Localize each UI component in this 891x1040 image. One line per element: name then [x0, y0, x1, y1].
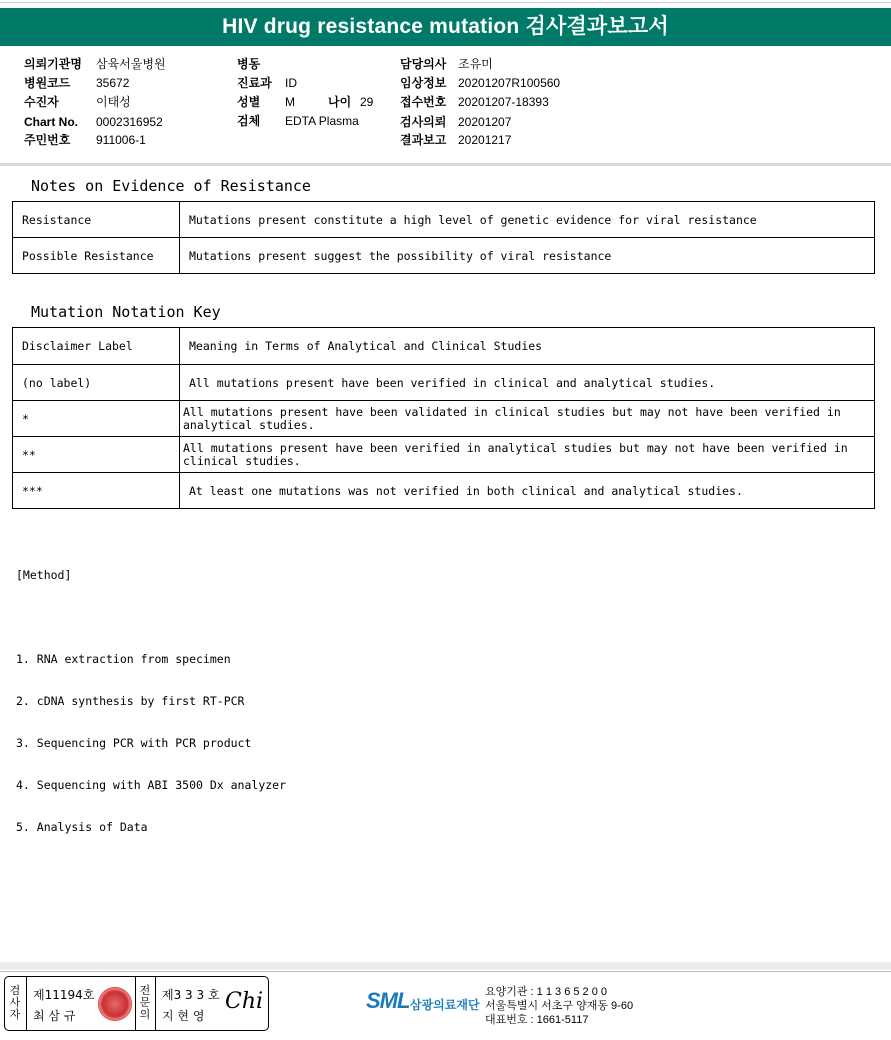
- table-row: [13, 238, 875, 274]
- divider: [155, 977, 156, 1030]
- key-section-title: Mutation Notation Key: [31, 303, 221, 321]
- table-row: [13, 473, 875, 509]
- key-text: Meaning in Terms of Analytical and Clinical Studies: [180, 328, 875, 365]
- info-row: 주민번호 911006-1: [24, 133, 146, 147]
- info-row-age: 나이 29: [328, 95, 374, 109]
- divider: [26, 977, 27, 1030]
- table-row: [13, 437, 875, 473]
- info-row: 병동: [237, 57, 261, 71]
- examiner-name: 최 삼 규: [33, 1009, 76, 1023]
- org-logo: [366, 988, 480, 1014]
- notes-section-title: Notes on Evidence of Resistance: [31, 177, 311, 195]
- method-step: 4. Sequencing with ABI 3500 Dx analyzer: [16, 778, 287, 792]
- info-row: 수진자 이태성: [24, 95, 131, 109]
- key-table: [12, 327, 875, 509]
- info-row: 검사의뢰 20201207: [400, 115, 512, 129]
- org-address: 서울특별시 서초구 양재동 9-60: [485, 1000, 634, 1012]
- org-phone: 대표번호 : 1661-5117: [485, 1014, 589, 1026]
- specialist-label: 전문의: [139, 984, 151, 1021]
- signature: Chi: [225, 989, 264, 1014]
- key-text: At least one mutations was not verified in both clinical and analytical studies.: [180, 473, 875, 509]
- table-row: [13, 401, 875, 437]
- footer-band: [0, 962, 891, 970]
- info-row: 의뢰기관명 삼육서울병원: [24, 57, 166, 71]
- method-step: 1. RNA extraction from specimen: [16, 652, 231, 666]
- seal-icon: [98, 987, 132, 1021]
- footer-rule: [0, 971, 891, 972]
- table-row: [13, 202, 875, 238]
- key-label: Disclaimer Label: [13, 328, 180, 365]
- notes-label: Possible Resistance: [13, 238, 180, 274]
- key-text: All mutations present have been verified in clinical and analytical studies.: [180, 365, 875, 401]
- key-label: *: [13, 401, 180, 437]
- signature-box: [4, 976, 269, 1031]
- key-label: **: [13, 437, 180, 473]
- notes-label: Resistance: [13, 202, 180, 238]
- org-name: 삼광의료재단: [410, 998, 480, 1012]
- examiner-label: 검사자: [9, 984, 21, 1021]
- info-row: 성별 M: [237, 95, 295, 109]
- divider: [135, 977, 136, 1030]
- examiner-number: 제11194호: [33, 988, 95, 1002]
- key-label: ***: [13, 473, 180, 509]
- specialist-name: 지 현 영: [162, 1009, 205, 1023]
- method-step: 2. cDNA synthesis by first RT-PCR: [16, 694, 245, 708]
- method-section: [16, 540, 286, 848]
- info-row: 진료과 ID: [237, 76, 297, 90]
- info-row: 검체 EDTA Plasma: [237, 114, 359, 128]
- method-step: 5. Analysis of Data: [16, 820, 148, 834]
- notes-text: Mutations present suggest the possibility of viral resistance: [180, 238, 875, 274]
- method-step: 3. Sequencing PCR with PCR product: [16, 736, 252, 750]
- key-label: (no label): [13, 365, 180, 401]
- org-address-block: [485, 985, 633, 1027]
- info-row: 접수번호 20201207-18393: [400, 95, 549, 109]
- table-row: [13, 365, 875, 401]
- org-code: 요양기관 : 1 1 3 6 5 2 0 0: [485, 986, 608, 998]
- table-row: [13, 328, 875, 365]
- notes-text: Mutations present constitute a high level of genetic evidence for viral resistance: [180, 202, 875, 238]
- header-divider: [0, 163, 891, 166]
- info-row: 결과보고 20201217: [400, 133, 512, 147]
- info-row: 병원코드 35672: [24, 76, 130, 90]
- info-row: 담당의사 조유미: [400, 57, 493, 71]
- key-text: All mutations present have been verified in analytical studies but may not have been verified in clinical studies.: [180, 437, 875, 473]
- key-text: All mutations present have been validated in clinical studies but may not have been verified in analytical studies.: [180, 401, 875, 437]
- report-title: HIV drug resistance mutation 검사결과보고서: [0, 8, 891, 46]
- sml-logo: SML: [366, 988, 410, 1013]
- specialist-number: 제3 3 3 호: [162, 988, 220, 1002]
- method-title: [Method]: [16, 568, 72, 582]
- notes-table: [12, 201, 875, 274]
- info-row: 임상정보 20201207R100560: [400, 76, 561, 90]
- top-rule: [0, 2, 891, 3]
- info-row: Chart No. 0002316952: [24, 115, 163, 129]
